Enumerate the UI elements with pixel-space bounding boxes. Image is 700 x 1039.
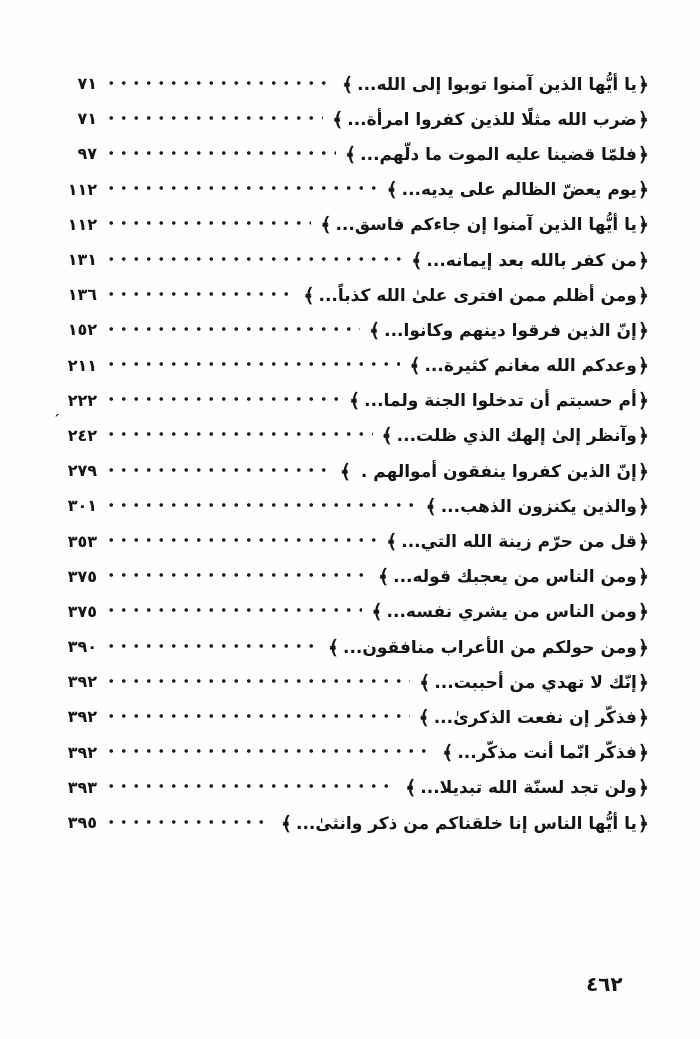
verse-entry	[408, 354, 650, 376]
index-row	[55, 664, 650, 699]
dot-leader	[105, 815, 272, 831]
entry-page-number-value: ١١٢	[67, 214, 97, 234]
ornate-close-bracket: ﴾	[381, 425, 393, 448]
verse-entry	[319, 213, 650, 235]
entry-page-number	[55, 496, 97, 515]
entry-page-number-value: ١١٢	[67, 179, 97, 199]
verse-text: فلمّا قضينا عليه الموت ما دلّهم	[379, 144, 637, 165]
verse-entry	[327, 636, 650, 658]
verse-entry	[385, 530, 650, 552]
ellipsis: ...	[434, 672, 454, 693]
ellipsis: ...	[401, 532, 421, 553]
dot-leader	[105, 427, 373, 443]
ornate-close-bracket: ﴾	[405, 777, 417, 800]
verse-entry	[441, 741, 650, 763]
ornate-open-bracket: ﴿	[637, 636, 649, 659]
ellipsis: ...	[357, 74, 377, 95]
ornate-close-bracket: ﴾	[371, 601, 383, 624]
index-row	[55, 699, 650, 734]
ornate-close-bracket: ﴾	[418, 706, 430, 729]
entry-page-number-value: ٣٩٢	[67, 742, 97, 762]
dot-leader	[105, 568, 369, 584]
dot-leader	[105, 216, 311, 232]
ellipsis: ...	[426, 250, 446, 271]
verse-entry	[280, 812, 650, 834]
ornate-open-bracket: ﴿	[637, 812, 649, 835]
folio-page-number: ٤٦٢	[586, 972, 623, 996]
ornate-close-bracket: ﴾	[377, 566, 390, 589]
index-row	[55, 523, 650, 558]
index-row	[55, 101, 650, 136]
ornate-close-bracket: ﴾	[386, 179, 398, 202]
dot-leader	[105, 674, 410, 690]
ornate-open-bracket: ﴿	[637, 671, 649, 694]
ornate-close-bracket: ﴾	[349, 390, 361, 413]
verse-text: ومن الناس من يشري نفسه	[405, 602, 637, 623]
entry-page-number	[55, 109, 97, 128]
ornate-open-bracket: ﴿	[637, 249, 649, 272]
dot-leader	[105, 639, 319, 655]
ornate-open-bracket: ﴿	[637, 495, 649, 518]
ellipsis: ...	[335, 215, 355, 236]
ellipsis: ...	[364, 391, 384, 412]
ornate-close-bracket: ﴾	[303, 284, 315, 307]
ornate-close-bracket: ﴾	[280, 812, 292, 835]
ornate-open-bracket: ﴿	[637, 742, 649, 765]
entry-page-number	[55, 391, 97, 410]
verse-text: ومن الناس من يعجبك قوله	[412, 567, 637, 588]
verse-index-list	[55, 66, 650, 840]
index-row	[55, 242, 650, 277]
entry-page-number	[55, 637, 97, 656]
verse-entry	[368, 319, 650, 341]
index-row	[55, 453, 650, 488]
index-row	[55, 172, 650, 207]
ornate-open-bracket: ﴿	[637, 73, 649, 96]
verse-text: ولن تجد لسنّة الله تبديلا	[439, 778, 637, 799]
entry-page-number	[55, 532, 97, 551]
ornate-close-bracket: ﴾	[386, 531, 398, 554]
entry-page-number	[55, 356, 97, 375]
entry-page-number-value: ٣٩٥	[67, 813, 97, 833]
verse-entry	[302, 284, 650, 306]
verse-entry	[348, 389, 650, 411]
verse-entry	[344, 143, 650, 165]
ornate-close-bracket: ﴾	[419, 671, 431, 694]
verse-text: يا أيُّها الناس إنا خلقناكم من ذكر وانثىٰ	[315, 813, 637, 834]
dot-leader	[105, 498, 417, 514]
ornate-close-bracket: ﴾	[332, 108, 344, 131]
ornate-open-bracket: ﴿	[637, 355, 649, 378]
verse-entry	[377, 565, 650, 587]
entry-page-number	[55, 285, 97, 304]
index-row	[55, 312, 650, 347]
entry-page-number-value: ٣٩٢	[67, 672, 97, 692]
ellipsis: ...	[420, 778, 440, 799]
entry-page-number	[55, 144, 97, 163]
ellipsis: ...	[396, 426, 417, 447]
ornate-open-bracket: ﴿	[637, 143, 649, 166]
entry-page-number	[55, 250, 97, 269]
verse-text: إنّ الذين فرقوا دينهم وكانوا	[403, 320, 637, 341]
ellipsis: ...	[433, 707, 454, 728]
verse-entry	[341, 73, 650, 95]
verse-text: يا أيُّها الذين آمنوا إن جاءكم فاسق	[354, 215, 637, 236]
ellipsis: ...	[386, 602, 406, 623]
ornate-open-bracket: ﴿	[637, 214, 649, 237]
entry-page-number-value: ٣٥٣	[67, 531, 97, 551]
dot-leader	[105, 392, 340, 408]
ellipsis: ...	[440, 496, 461, 517]
ornate-open-bracket: ﴿	[637, 601, 649, 624]
verse-text: والذين يكنزون الذهب	[460, 496, 637, 517]
ornate-open-bracket: ﴿	[637, 425, 649, 448]
ellipsis: ...	[360, 144, 380, 165]
ornate-open-bracket: ﴿	[637, 179, 649, 202]
ellipsis: ...	[343, 637, 363, 658]
entry-page-number	[55, 320, 97, 339]
ornate-close-bracket: ﴾	[409, 355, 421, 378]
ellipsis: ...	[393, 567, 413, 588]
entry-page-number-value: ٣٠١	[67, 496, 97, 516]
entry-page-number-value: ٣٩٠	[67, 637, 97, 657]
entry-page-number-value: ٢٢٢	[67, 390, 97, 410]
index-row	[55, 383, 650, 418]
dot-leader	[105, 252, 402, 268]
entry-page-number-value: ٣٧٥	[67, 566, 97, 586]
entry-page-number	[55, 778, 97, 797]
entry-page-number	[55, 707, 97, 726]
ellipsis: ...	[347, 109, 367, 130]
ornate-close-bracket: ﴾	[339, 460, 351, 483]
index-row	[55, 735, 650, 770]
ornate-open-bracket: ﴿	[637, 531, 649, 554]
verse-text: إنّك لا تهدي من أحببت	[453, 672, 637, 693]
verse-entry	[339, 460, 650, 482]
dot-leader	[105, 287, 294, 303]
entry-page-number-value: ١٣١	[67, 250, 97, 270]
verse-entry	[410, 249, 650, 271]
ornate-close-bracket: ﴾	[368, 319, 381, 342]
entry-page-number-value: ١٥٢	[67, 320, 97, 340]
entry-page-number	[55, 813, 97, 832]
dot-leader	[105, 779, 396, 795]
entry-page-number-value: ٣٩٢	[67, 707, 97, 727]
entry-page-number-value: ٧١	[77, 109, 97, 129]
index-row	[55, 66, 650, 101]
dot-leader	[105, 322, 360, 338]
verse-entry	[418, 671, 650, 693]
verse-entry	[418, 706, 650, 728]
dot-leader	[105, 603, 362, 619]
verse-text: وعدكم الله مغانم كثيرة	[443, 356, 637, 377]
ornate-open-bracket: ﴿	[637, 284, 649, 307]
verse-entry	[425, 495, 650, 517]
ornate-open-bracket: ﴿	[637, 777, 649, 800]
verse-entry	[370, 600, 650, 622]
entry-page-number-value: ٣٧٥	[67, 601, 97, 621]
entry-page-number	[55, 215, 97, 234]
ornate-close-bracket: ﴾	[425, 495, 437, 518]
verse-entry	[404, 776, 650, 798]
index-row	[55, 348, 650, 383]
ellipsis: ...	[457, 743, 477, 764]
ellipsis: ...	[384, 320, 404, 341]
dot-leader	[105, 76, 333, 92]
ellipsis: ...	[318, 285, 338, 306]
index-row	[55, 805, 650, 840]
verse-text: من كفر بالله بعد إيمانه	[445, 250, 637, 271]
verse-text: يوم يعضّ الظالم على يديه	[420, 180, 637, 201]
entry-page-number	[55, 180, 97, 199]
verse-text: ومن حولكم من الأعراب منافقون	[362, 637, 637, 658]
entry-page-number	[55, 602, 97, 621]
dot-leader	[105, 533, 377, 549]
ornate-open-bracket: ﴿	[637, 390, 649, 413]
index-row	[55, 207, 650, 242]
dot-leader	[105, 181, 377, 197]
dot-leader	[105, 744, 433, 760]
entry-page-number	[55, 672, 97, 691]
entry-page-number-value: ٩٧	[77, 144, 97, 164]
dot-leader	[105, 357, 400, 373]
ornate-open-bracket: ﴿	[637, 108, 649, 131]
ornate-close-bracket: ﴾	[341, 73, 354, 96]
entry-page-number-value: ٧١	[77, 74, 97, 94]
entry-page-number	[55, 743, 97, 762]
entry-page-number	[55, 567, 97, 586]
index-row	[55, 559, 650, 594]
verse-text: قل من حرّم زينة الله التي	[420, 532, 637, 553]
ornate-open-bracket: ﴿	[637, 566, 649, 589]
dot-leader	[105, 146, 336, 162]
ellipsis: .	[355, 461, 374, 482]
ellipsis: ...	[401, 180, 421, 201]
verse-text: أم حسبتم أن تدخلوا الجنة ولما	[383, 391, 637, 412]
index-row	[53, 413, 650, 453]
index-row	[55, 629, 650, 664]
verse-entry	[385, 178, 650, 200]
ornate-open-bracket: ﴿	[637, 706, 649, 729]
verse-text: فذكّر إن نفعت الذكرىٰ	[453, 707, 637, 728]
verse-text: إنّ الذين كفروا ينفقون أموالهم	[373, 461, 637, 482]
entry-page-number-value: ٢٤٢	[67, 425, 97, 445]
ellipsis: ...	[295, 813, 316, 834]
page-number-mark: ´	[53, 413, 61, 429]
ellipsis: ...	[424, 356, 444, 377]
index-row	[55, 136, 650, 171]
verse-entry	[381, 424, 650, 446]
entry-page-number-value: ٢٧٩	[67, 461, 97, 481]
index-row	[55, 277, 650, 312]
ornate-close-bracket: ﴾	[327, 636, 339, 659]
verse-entry	[331, 108, 650, 130]
index-row	[55, 594, 650, 629]
entry-page-number	[55, 74, 97, 93]
ornate-open-bracket: ﴿	[637, 460, 649, 483]
dot-leader	[105, 463, 331, 479]
ornate-close-bracket: ﴾	[442, 742, 454, 765]
verse-text: فذكّر انّما أنت مذكّر	[476, 743, 637, 764]
verse-text: ومن أظلم ممن افترى علىٰ الله كذباً	[337, 285, 637, 306]
ornate-close-bracket: ﴾	[345, 143, 357, 166]
entry-page-number	[55, 461, 97, 480]
entry-page-number-value: ١٣٦	[67, 285, 97, 305]
verse-text: ضرب الله مثلًا للذين كفروا امرأة	[366, 109, 637, 130]
verse-text: يا أيُّها الذين آمنوا توبوا إلى الله	[376, 74, 637, 95]
entry-page-number-value: ٣٩٣	[67, 777, 97, 797]
index-row	[55, 488, 650, 523]
verse-text: وآنظر إلىٰ إلهك الذي ظلت	[416, 426, 637, 447]
entry-page-number	[53, 413, 97, 445]
index-row	[55, 770, 650, 805]
ornate-close-bracket: ﴾	[411, 249, 423, 272]
dot-leader	[105, 111, 323, 127]
dot-leader	[105, 709, 410, 725]
ornate-open-bracket: ﴿	[637, 319, 649, 342]
entry-page-number-value: ٢١١	[67, 355, 97, 375]
ornate-close-bracket: ﴾	[320, 214, 332, 237]
